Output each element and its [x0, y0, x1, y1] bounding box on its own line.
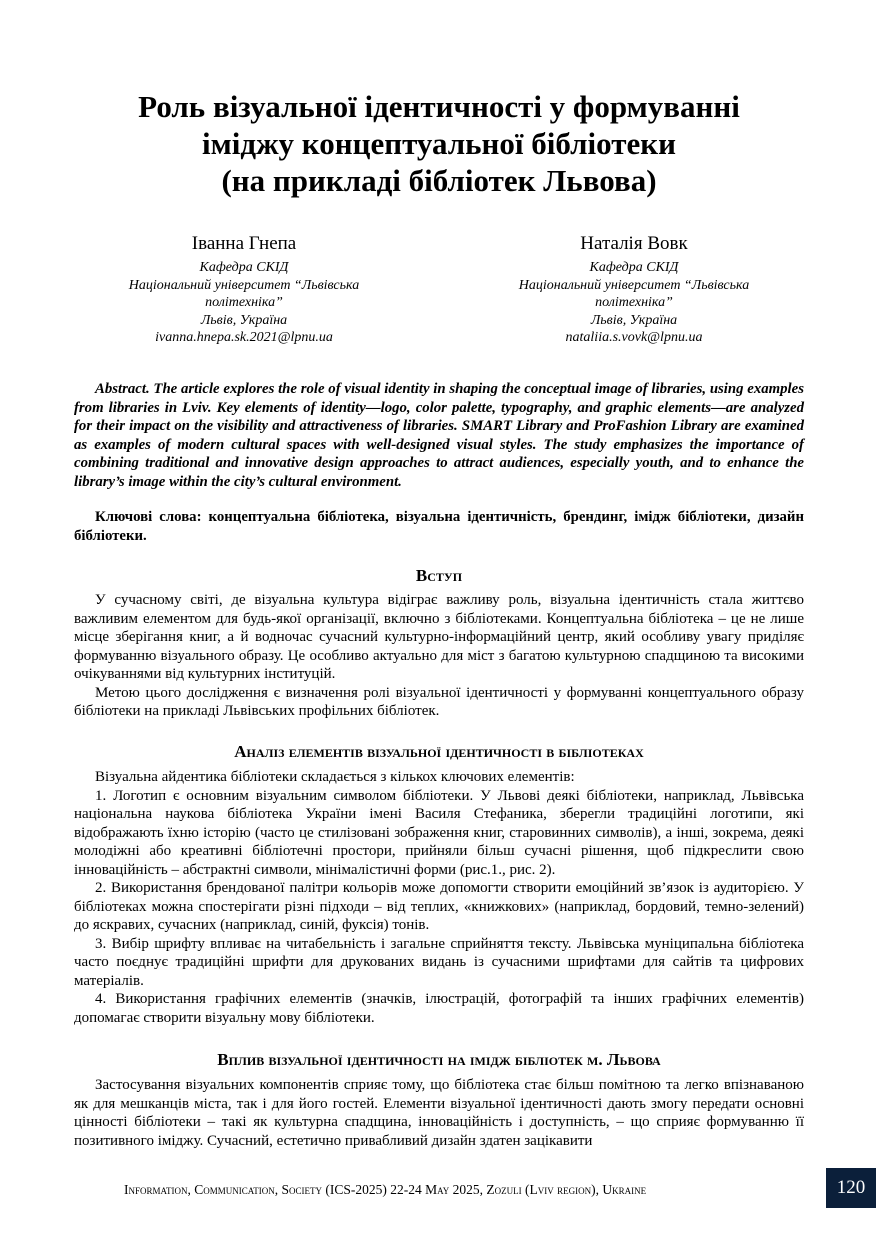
title-line-1: Роль візуальної ідентичності у формуванні: [138, 89, 740, 124]
section-analysis-body: [74, 768, 804, 1027]
paragraph: Метою цього дослідження є визначення ролі візуальної ідентичності у формуванні концептуального образу бібліотеки на прикладі Львівських профільних бібліотек.: [74, 684, 804, 719]
author-block-2: [484, 233, 784, 347]
paragraph: Візуальна айдентика бібліотеки складається з кількох ключових елементів:: [95, 769, 575, 785]
title-line-2: іміджу концептуальної бібліотеки: [202, 126, 676, 161]
author-name: Наталія Вовк: [580, 233, 688, 254]
author-university-cont: політехніка”: [595, 295, 673, 310]
author-city: Львів, Україна: [590, 312, 678, 328]
abstract: Abstract. The article explores the role of visual identity in shaping the conceptual image of libraries, using examples from libraries in Lviv. Key elements of identity—logo, color palette, typography, and graphic elements—are analyzed for their impact on the visibility and attractiveness of libraries. SMART Library and ProFashion Library are examined as examples of modern cultural spaces with well-designed visual styles. The study emphasizes the importance of combining traditional and innovative design approaches to attract audiences, especially youth, and to enhance the library’s image within the city’s cultural environment.: [74, 381, 804, 490]
page-number: 120: [826, 1168, 876, 1208]
title-line-3: (на прикладі бібліотек Львова): [221, 163, 657, 198]
author-email[interactable]: ivanna.hnepa.sk.2021@lpnu.ua: [155, 330, 333, 345]
paragraph: 3. Вибір шрифту впливає на читабельність і загальне сприйняття тексту. Львівська муніципальна бібліотека часто поєднує традиційні шрифти для друкованих видань із сучасними шрифтами для сайтів та цифрових матеріалів.: [74, 935, 804, 989]
section-intro-body: [74, 591, 804, 721]
section-influence-body: [74, 1076, 804, 1150]
paragraph: 1. Логотип є основним візуальним символом бібліотеки. У Львові деякі бібліотеки, наприклад, Львівська національна наукова бібліотека України імені Василя Стефаника, зберегли традиційні логотипи, які відображають їхню історію (часто це стилізовані зображення книг, старовинних символів), а інші, зокрема, деякі молодіжні або креативні бібліотечні простори, прийняли більш сучасні рішення, щоб підкреслити свою інноваційність – абстрактні символи, мінімалістичні форми (рис.1., рис. 2).: [74, 787, 804, 878]
author-department: Кафедра СКІД: [589, 260, 679, 275]
author-email[interactable]: nataliia.s.vovk@lpnu.ua: [565, 330, 703, 345]
paragraph: 2. Використання брендованої палітри кольорів може допомогти створити емоційний зв’язок із аудиторією. У бібліотеках можна спостерігати різні підходи – від теплих, «книжкових» (наприклад, бордовий, темно-зелений) до яскравих, сучасних (наприклад, синій, фуксія) тонів.: [74, 880, 804, 933]
author-department: Кафедра СКІД: [199, 260, 289, 275]
paragraph: 4. Використання графічних елементів (значків, ілюстрацій, фотографій та інших графічних елементів) допомагає створити візуальну мову бібліотеки.: [74, 991, 804, 1026]
author-name: Іванна Гнепа: [191, 233, 297, 254]
paragraph: У сучасному світі, де візуальна культура відіграє важливу роль, візуальна ідентичність стала життєво важливим елементом для будь-якої організації, включно з бібліотеками. Концептуальна бібліотека – це не лише місце зберігання книг, а й водночас сучасний культурно-інформаційний центр, який особливу увагу приділяє формуванню візуального образу. Це особливо актуально для міст з багатою культурною спадщиною та високими очікуваннями від культурних інституцій.: [74, 592, 804, 682]
author-university: Національний університет “Львівська: [518, 277, 750, 293]
author-university-cont: політехніка”: [205, 295, 283, 310]
section-heading-intro: Вступ: [415, 566, 463, 585]
author-city: Львів, Україна: [200, 312, 288, 328]
author-block-1: [94, 233, 394, 347]
author-university: Національний університет “Львівська: [128, 277, 360, 293]
paper-title: [74, 88, 804, 199]
keywords: Ключові слова: концептуальна бібліотека, візуальна ідентичність, брендинг, імідж бібліотеки, дизайн бібліотеки.: [74, 509, 804, 544]
section-heading-influence: Вплив візуальної ідентичності на імідж бібліотек м. Львова: [217, 1050, 661, 1069]
section-heading-analysis: Аналіз елементів візуальної ідентичності в бібліотеках: [234, 742, 644, 761]
paragraph: Застосування візуальних компонентів сприяє тому, що бібліотека стає більш помітною та легко впізнаваною як для мешканців міста, так і для його гостей. Елементи візуальної ідентичності дають змогу передати основні цінності бібліотеки – такі як культурна спадщина, інноваційність і доступність, – що сприяє формуванню її позитивного іміджу. Сучасний, естетично привабливий дизайн здатен зацікавити: [74, 1077, 804, 1149]
page-footer: Information, Communication, Society (ICS-2025) 22-24 May 2025, Zozuli (Lviv region), Ukraine: [124, 1182, 647, 1197]
